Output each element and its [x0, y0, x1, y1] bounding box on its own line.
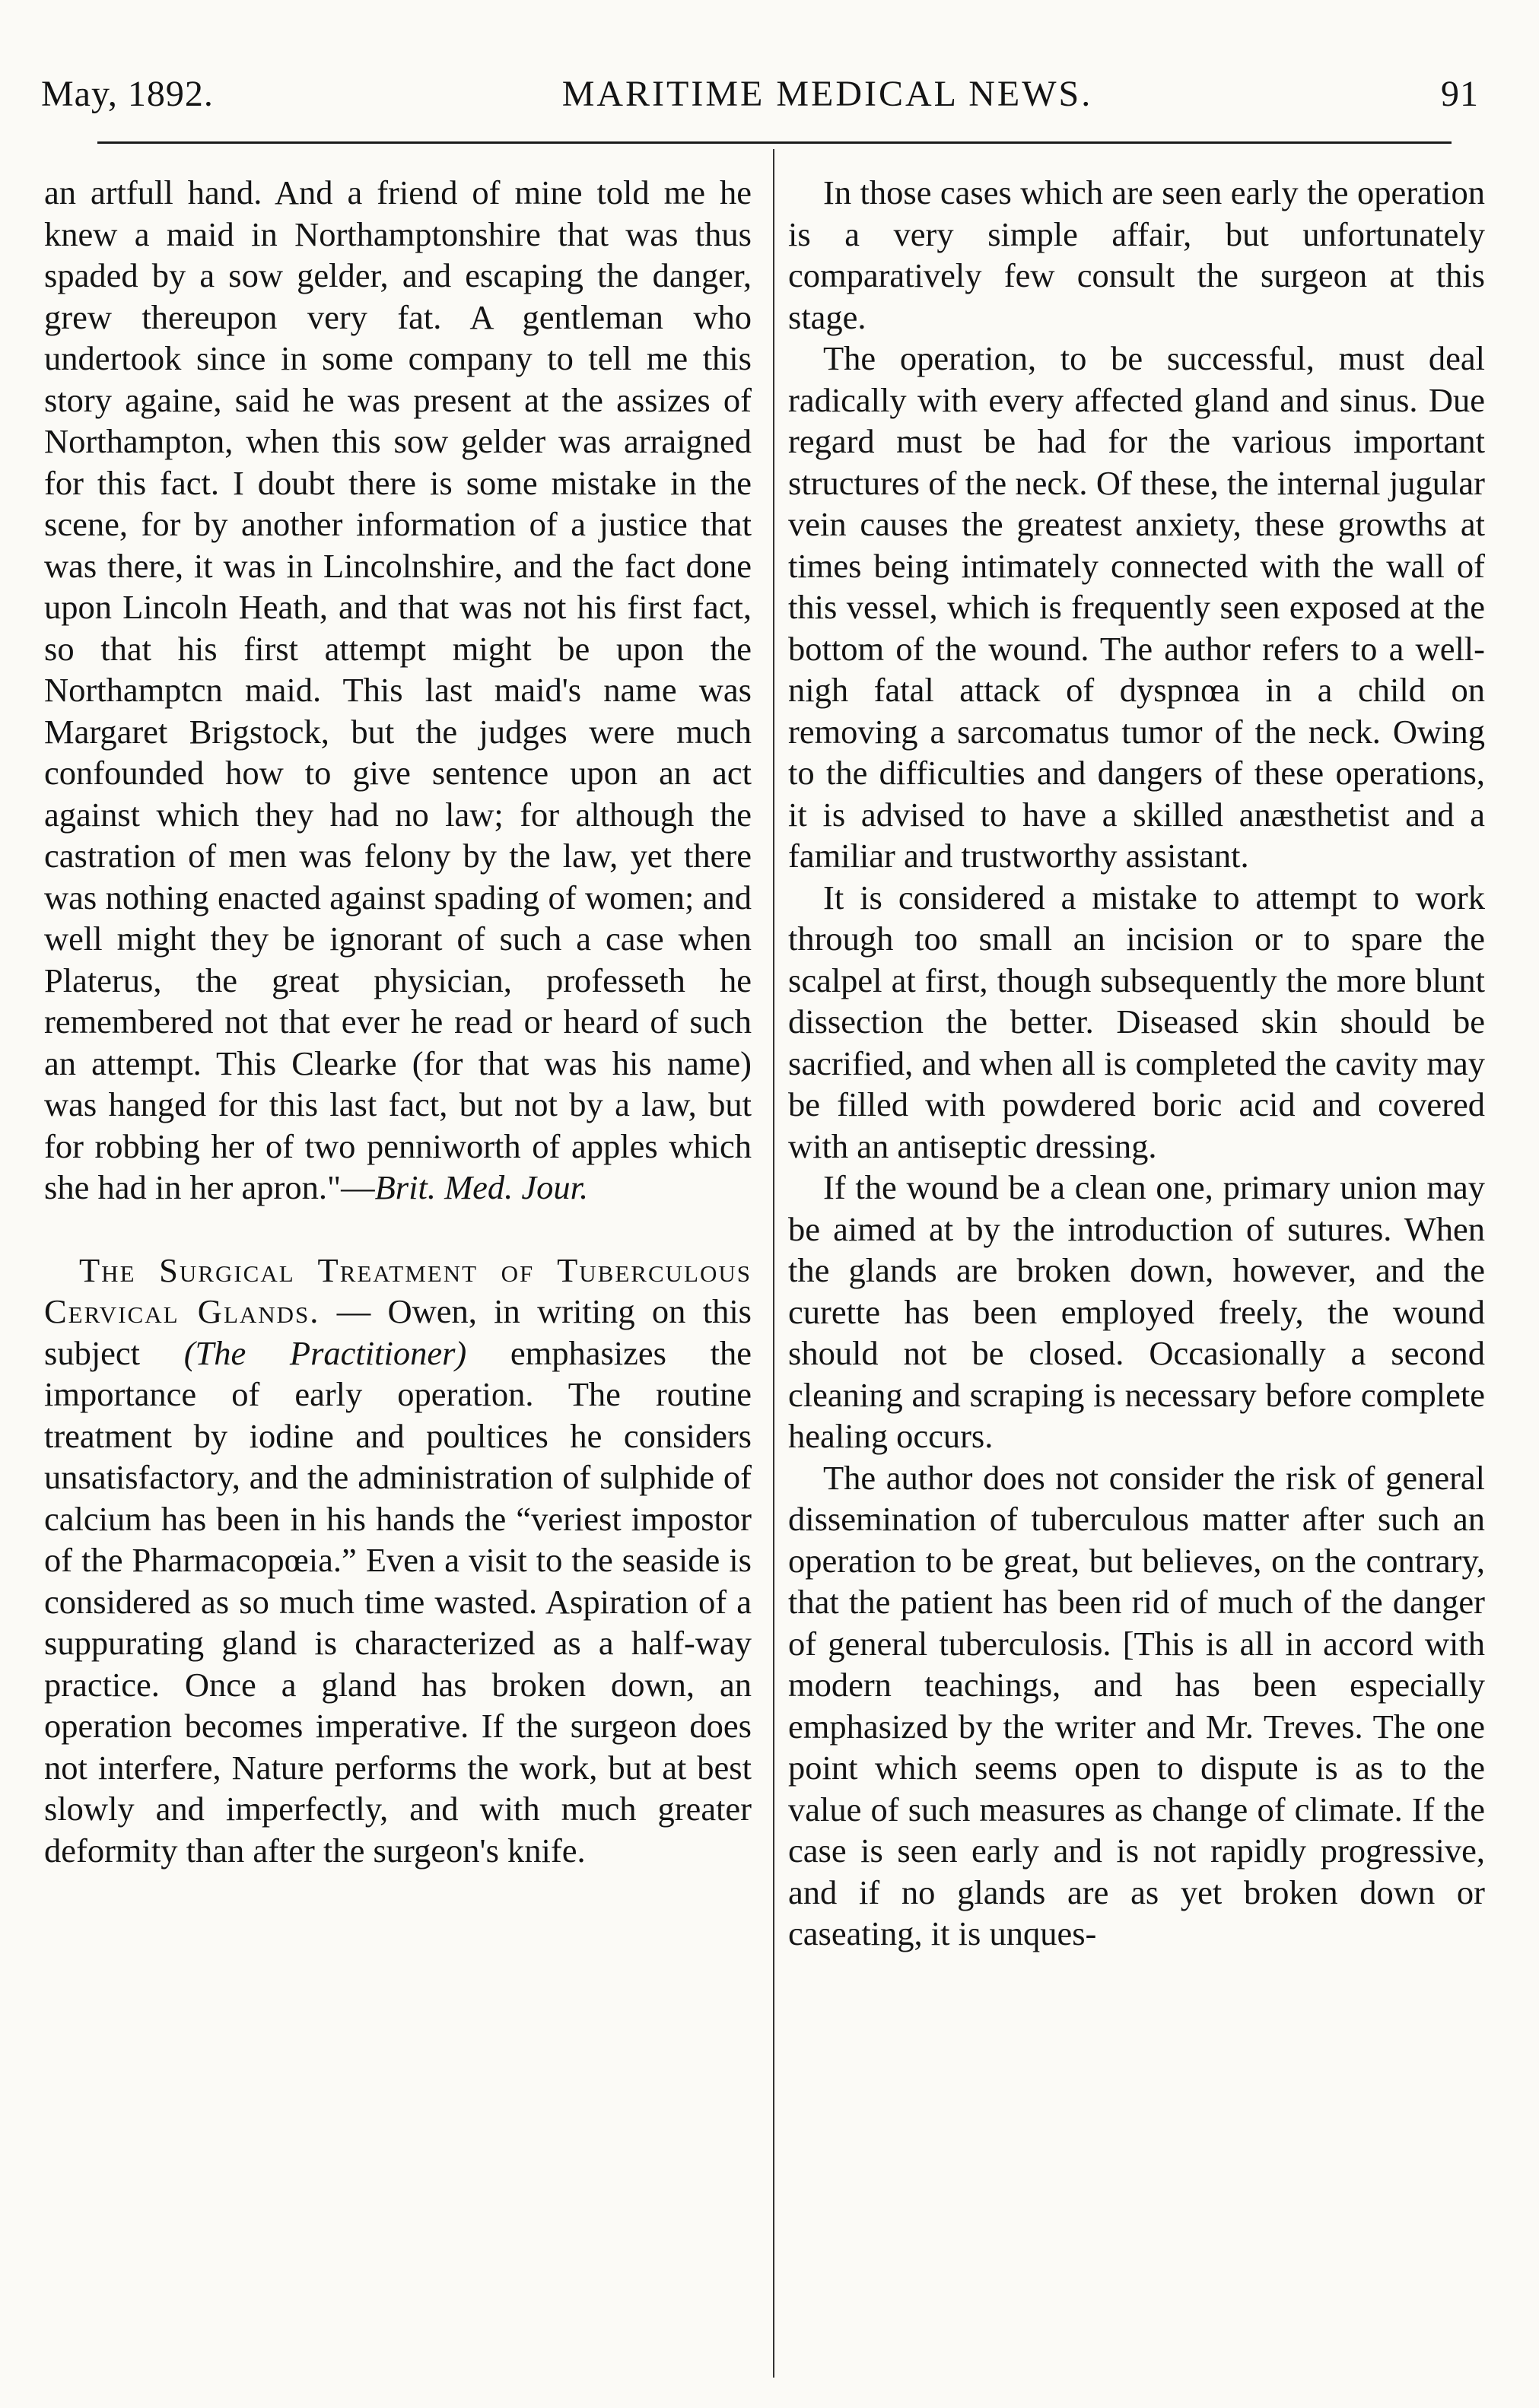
quote-source: Brit. Med. Jour. [374, 1168, 589, 1206]
column-divider [773, 149, 774, 2378]
header-rule [97, 141, 1452, 144]
journal-title: MARITIME MEDICAL NEWS. [561, 74, 1093, 114]
running-header [41, 73, 1479, 126]
article-paragraph [44, 1250, 752, 1872]
right-column [788, 172, 1485, 1955]
article-intro-b: emphasizes the importance of early operation. The routine treatment by iodine and poultices he considers unsatisfactory, and the administration of sulphide of calcium has been in his hands the “veriest impostor of the Pharmacopœia.” Even a visit to the seaside is considered as so much time wasted. Aspiration of a suppurating gland is characterized as a half-way practice. Once a gland has broken down, an operation becomes imperative. If the surgeon does not interfere, Nature performs the work, but at best slowly and imperfectly, and with much greater deformity than after the surgeon's knife. [44, 1333, 752, 1870]
article-intro-a: — Owen, in writing on this subject [44, 1292, 752, 1372]
page-number: 91 [1441, 74, 1479, 114]
article-title: The Surgical Treatment of Tuberculous Cervical Glands. [44, 1250, 752, 1330]
left-column [44, 172, 752, 1871]
article-source: (The Practitioner) [183, 1333, 467, 1372]
paragraph-early-cases: In those cases which are seen early the operation is a very simple affair, but unfortunately comparatively few consult the surgeon at this stage. [788, 173, 1485, 336]
paragraph-wound: If the wound be a clean one, primary union may be aimed at by the introduction of sutures. When the glands are broken down, however, and the curette has been employed freely, the wound should not be closed. Occasionally a second cleaning and scraping is necessary before complete healing occurs. [788, 1168, 1485, 1455]
quote-continuation [44, 172, 752, 1209]
quote-text: an artfull hand. And a friend of mine told me he knew a maid in Northamptonshire that was thus spaded by a sow gelder, and escaping the danger, grew thereupon very fat. A gentleman who undertook since in some company to tell me this story againe, said he was present at the assizes of Northampton, when this sow gelder was arraigned for this fact. I doubt there is some mistake in the scene, for by another information of a justice that was there, it was in Lincolnshire, and the fact done upon Lincoln Heath, and that was not his first fact, so that his first attempt might be upon the Northamptcn maid. This last maid's name was Margaret Brigstock, but the judges were much confounded how to give sentence upon an act against which they had no law; for although the castration of men was felony by the law, yet there was nothing enacted against spading of women; and well might they be ignorant of such a case when Platerus, the great physician, professeth he remembered not that ever he read or heard of such an attempt. This Clearke (for that was his name) was hanged for this last fact, but not by a law, but for robbing her of two penniworth of apples which she had in her apron."— [44, 173, 752, 1206]
paragraph-incision: It is considered a mistake to attempt to work through too small an incision or to spare the scalpel at first, though subsequently the more blunt dissection the better. Diseased skin should be sacrified, and when all is completed the cavity may be filled with powdered boric acid and covered with an antiseptic dressing. [788, 878, 1485, 1165]
paragraph-operation: The operation, to be successful, must deal radically with every affected gland and sinus. Due regard must be had for the various important structures of the neck. Of these, the internal jugular vein causes the greatest anxiety, these growths at times being intimately connected with the wall of this vessel, which is frequently seen exposed at the bottom of the wound. The author refers to a well-nigh fatal attack of dyspnœa in a child on removing a sarcomatus tumor of the neck. Owing to the difficulties and dangers of these operations, it is advised to have a skilled anæsthetist and a familiar and trustworthy assistant. [788, 339, 1485, 875]
paragraph-dissemination: The author does not consider the risk of general dissemination of tuberculous matter after such an operation to be great, but believes, on the contrary, that the patient has been rid of much of the danger of general tuberculosis. [This is all in accord with modern teachings, and has been especially emphasized by the writer and Mr. Treves. The one point which seems open to dispute is as to the value of such measures as change of climate. If the case is seen early and is not rapidly progressive, and if no glands are as yet broken down or caseating, it is unques- [788, 1458, 1485, 1952]
issue-date: May, 1892. [41, 74, 214, 114]
